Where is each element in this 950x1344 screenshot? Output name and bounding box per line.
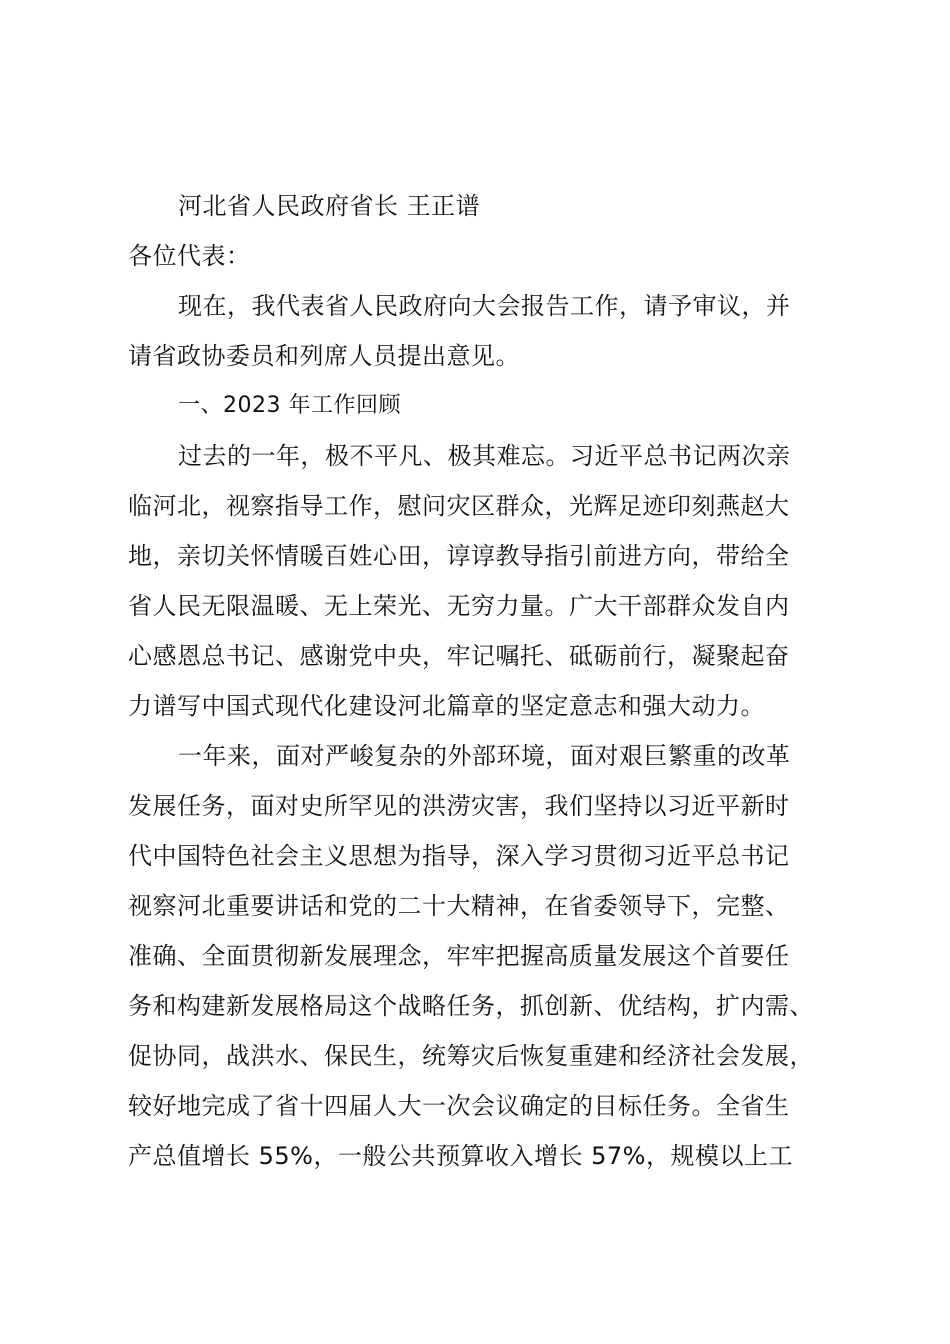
- paragraph-line: 现在，我代表省人民政府向大会报告工作，请予审议，并: [178, 292, 791, 320]
- paragraph-line: 心感恩总书记、感谢党中央，牢记嘱托、砥砺前行，凝聚起奋: [128, 642, 790, 670]
- paragraph-line: 省人民无限温暖、无上荣光、无穷力量。广大干部群众发自内: [128, 592, 790, 620]
- section-heading: [128, 381, 828, 431]
- section-heading-text: 一、2023 年工作回顾: [178, 393, 401, 418]
- paragraph-intro: [128, 281, 828, 381]
- paragraph-line: 请省政协委员和列席人员提出意见。: [128, 342, 520, 370]
- paragraph-review: [128, 431, 828, 731]
- paragraph-line: 准确、全面贯彻新发展理念，牢牢把握高质量发展这个首要任: [128, 942, 790, 970]
- paragraph-line: 发展任务，面对史所罕见的洪涝灾害，我们坚持以习近平新时: [128, 792, 790, 820]
- paragraph-year-summary: [128, 731, 828, 1181]
- paragraph-line: 过去的一年，极不平凡、极其难忘。习近平总书记两次亲: [178, 442, 791, 470]
- paragraph-line: 力谱写中国式现代化建设河北篇章的坚定意志和强大动力。: [128, 692, 765, 720]
- paragraph-line: 促协同，战洪水、保民生，统筹灾后恢复重建和经济社会发展，: [128, 1042, 814, 1070]
- paragraph-line: 临河北，视察指导工作，慰问灾区群众，光辉足迹印刻燕赵大: [128, 492, 790, 520]
- document-body: [128, 181, 828, 1181]
- paragraph-line: 一年来，面对严峻复杂的外部环境，面对艰巨繁重的改革: [178, 742, 791, 770]
- paragraph-line: 较好地完成了省十四届人大一次会议确定的目标任务。全省生: [128, 1092, 790, 1120]
- salutation: 各位代表：: [128, 242, 251, 270]
- paragraph-line: 产总值增长 55%，一般公共预算收入增长 57%，规模以上工: [128, 1142, 793, 1170]
- paragraph-line: 视察河北重要讲话和党的二十大精神，在省委领导下，完整、: [128, 892, 790, 920]
- paragraph-line: 务和构建新发展格局这个战略任务，抓创新、优结构，扩内需、: [128, 992, 814, 1020]
- author-line: 河北省人民政府省长 王正谱: [178, 192, 481, 220]
- paragraph-line: 地，亲切关怀情暖百姓心田，谆谆教导指引前进方向，带给全: [128, 542, 790, 570]
- paragraph-line: 代中国特色社会主义思想为指导，深入学习贯彻习近平总书记: [128, 842, 790, 870]
